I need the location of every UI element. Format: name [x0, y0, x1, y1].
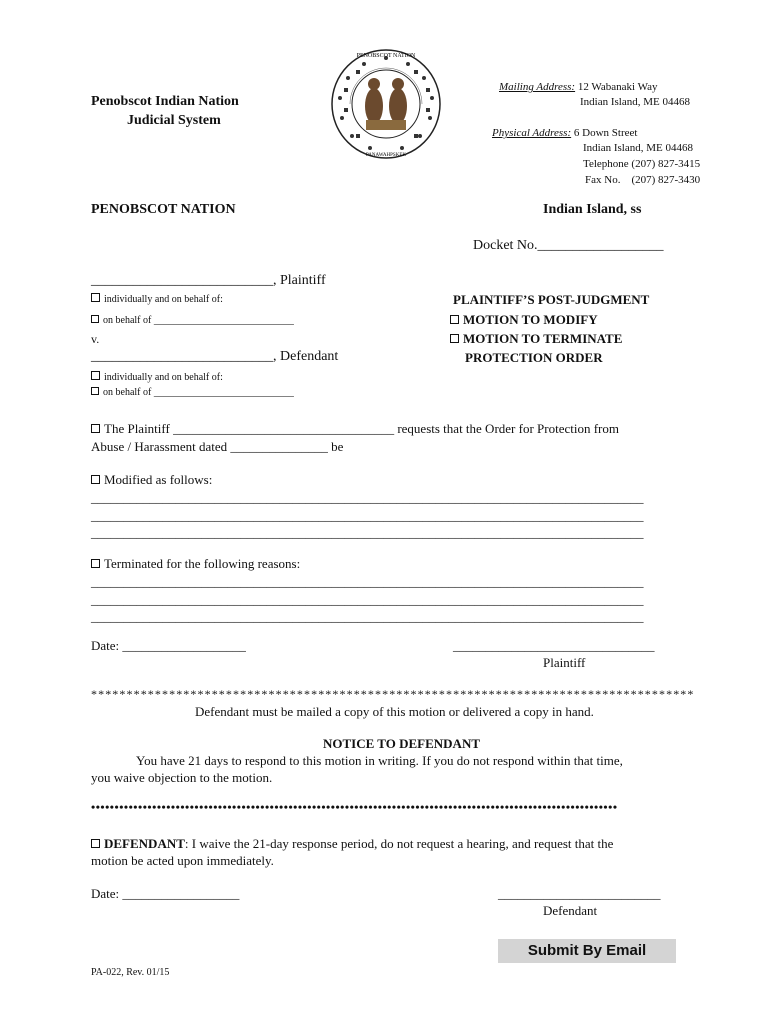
plaintiff-date-field[interactable]: Date: ___________________ — [91, 638, 246, 653]
defendant-signature-field[interactable]: _________________________ — [498, 886, 661, 901]
plaintiff-on-behalf-label: on behalf of ____________________________ — [103, 315, 294, 326]
waiver-line2: motion be acted upon immediately. — [91, 853, 274, 868]
defendant-date-field[interactable]: Date: __________________ — [91, 886, 240, 901]
motion-to-modify-label: MOTION TO MODIFY — [463, 312, 598, 327]
checkbox-icon[interactable] — [91, 293, 100, 302]
checkbox-icon[interactable] — [450, 315, 459, 324]
penobscot-nation-seal — [330, 48, 442, 160]
modified-line-3[interactable]: _____________________________________________________________________________________ — [91, 525, 644, 540]
court-right: Indian Island, ss — [543, 202, 642, 217]
plaintiff-individually-label: individually and on behalf of: — [104, 294, 223, 305]
motion-to-terminate-option[interactable] — [450, 331, 622, 347]
defendant-on-behalf-option[interactable] — [91, 387, 294, 398]
checkbox-icon[interactable] — [91, 315, 99, 323]
checkbox-icon[interactable] — [91, 475, 100, 484]
terminated-option[interactable] — [91, 556, 300, 572]
notice-line2: you waive objection to the motion. — [91, 770, 273, 785]
waiver-option[interactable] — [91, 836, 613, 852]
defendant-individually-label: individually and on behalf of: — [104, 372, 223, 383]
notice-title: NOTICE TO DEFENDANT — [323, 736, 480, 751]
order-date-field[interactable]: Abuse / Harassment dated _______________ be — [91, 439, 344, 454]
plaintiff-name-field[interactable]: __________________________, Plaintiff — [91, 273, 326, 288]
mailing-address — [499, 81, 658, 93]
star-divider: ************************************************************************************* — [91, 687, 695, 701]
terminated-label: Terminated for the following reasons: — [104, 556, 301, 571]
checkbox-icon[interactable] — [91, 371, 100, 380]
plaintiff-caption: Plaintiff — [543, 655, 586, 670]
request-line[interactable] — [91, 421, 619, 437]
versus: v. — [91, 332, 100, 346]
org-name: Penobscot Indian Nation — [91, 94, 239, 109]
modified-line-2[interactable]: _____________________________________________________________________________________ — [91, 508, 644, 523]
terminated-line-2[interactable]: _____________________________________________________________________________________ — [91, 592, 644, 607]
checkbox-icon[interactable] — [450, 334, 459, 343]
defendant-on-behalf-label: on behalf of ____________________________ — [103, 387, 294, 398]
terminated-line-3[interactable]: _____________________________________________________________________________________ — [91, 609, 644, 624]
waiver-label: DEFENDANT — [104, 836, 185, 851]
terminated-line-1[interactable]: _____________________________________________________________________________________ — [91, 574, 644, 589]
fax: Fax No. (207) 827-3430 — [585, 174, 701, 186]
waiver-text: : I waive the 21-day response period, do not request a hearing, and request that the — [184, 836, 614, 851]
motion-to-terminate-label: MOTION TO TERMINATE — [463, 331, 623, 346]
org-subtitle: Judicial System — [127, 113, 221, 128]
modified-label: Modified as follows: — [104, 472, 213, 487]
physical-address-label: Physical Address: — [492, 127, 572, 139]
form-id: PA-022, Rev. 01/15 — [91, 967, 170, 978]
seal-text-top: PENOBSCOT NATION — [356, 53, 416, 59]
physical-city: Indian Island, ME 04468 — [583, 142, 693, 154]
checkbox-icon[interactable] — [91, 424, 100, 433]
motion-to-modify-option[interactable] — [450, 312, 598, 328]
physical-street: 6 Down Street — [573, 127, 638, 139]
plaintiff-signature-field[interactable]: _______________________________ — [453, 638, 655, 653]
checkbox-icon[interactable] — [91, 839, 100, 848]
dot-divider: •••••••••••••••••••••••••••••••••••••••••••••••••••••••••••••••••••••••••••••••••••••••••••••••••••••••••••••••• — [91, 800, 618, 814]
request-text: The Plaintiff __________________________________ requests that the Order for Protection from — [104, 421, 619, 436]
court-left: PENOBSCOT NATION — [91, 202, 236, 217]
motion-title-line4: PROTECTION ORDER — [465, 350, 603, 365]
mailing-street: 12 Wabanaki Way — [577, 81, 658, 93]
physical-address — [492, 127, 637, 139]
docket-number-field[interactable]: Docket No.__________________ — [473, 238, 664, 253]
mailing-address-label: Mailing Address: — [499, 81, 576, 93]
defendant-individually-option[interactable] — [91, 371, 223, 383]
checkbox-icon[interactable] — [91, 559, 100, 568]
seal-text-bottom: PANAWAHPSKEK — [366, 153, 406, 158]
plaintiff-individually-option[interactable] — [91, 293, 223, 305]
defendant-name-field[interactable]: __________________________, Defendant — [91, 349, 339, 364]
checkbox-icon[interactable] — [91, 387, 99, 395]
modified-line-1[interactable]: _____________________________________________________________________________________ — [91, 490, 644, 505]
submit-by-email-button[interactable]: Submit By Email — [498, 939, 676, 963]
plaintiff-on-behalf-option[interactable] — [91, 315, 294, 326]
mailing-city: Indian Island, ME 04468 — [580, 96, 690, 108]
telephone: Telephone (207) 827-3415 — [583, 158, 701, 170]
defendant-caption: Defendant — [543, 903, 598, 918]
notice-line1: You have 21 days to respond to this motion in writing. If you do not respond within that time, — [136, 753, 623, 768]
modified-option[interactable] — [91, 472, 212, 488]
mail-notice: Defendant must be mailed a copy of this motion or delivered a copy in hand. — [195, 704, 594, 719]
motion-title-line1: PLAINTIFF’S POST-JUDGMENT — [453, 292, 650, 307]
